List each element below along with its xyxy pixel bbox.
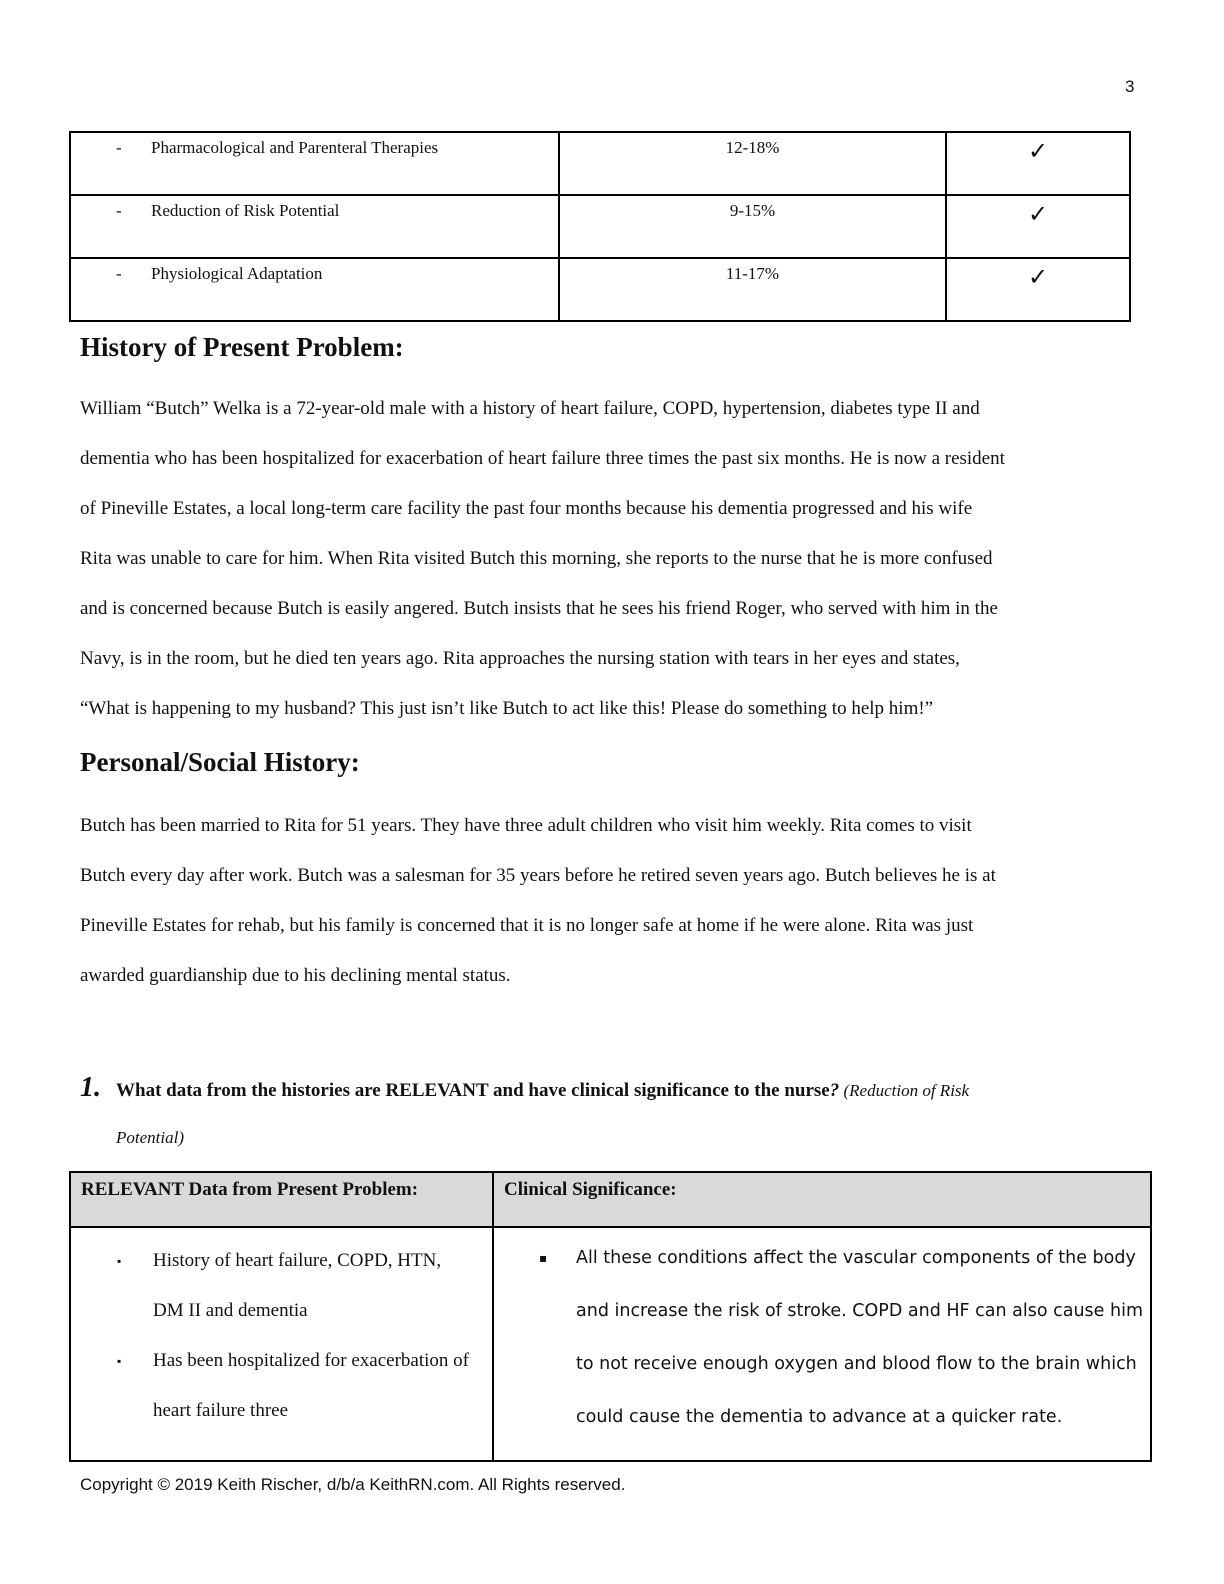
table-row [70,1227,1151,1461]
checkmark-icon: ✓ [1027,137,1049,165]
clinical-significance-list [539,1232,1156,1444]
topic-cell [70,258,559,321]
bullet-icon: ▪ [117,1354,122,1368]
check-cell [946,258,1130,321]
checkmark-icon: ✓ [1027,200,1049,228]
checkmark-icon: ✓ [1027,263,1049,291]
question-category-note: (Reduction of Risk [839,1081,970,1100]
question-1 [80,1072,1160,1147]
bullet-icon: ▪ [539,1251,548,1265]
list-item [117,1336,473,1436]
clinical-significance-header: Clinical Significance: [493,1172,1151,1227]
paragraph-line: awarded guardianship due to his declining mental status. [80,965,511,986]
table-row [70,195,1130,258]
question-text: What data from the histories are RELEVANT and have clinical significance to the nurse [116,1080,830,1101]
paragraph-line: Rita was unable to care for him. When Rita visited Butch this morning, she reports to the nurse that he is more confused [80,548,993,569]
paragraph-line: Navy, is in the room, but he died ten years ago. Rita approaches the nursing station with tears in her eyes and states, [80,648,960,669]
relevant-data-list [117,1236,473,1436]
paragraph-line: of Pineville Estates, a local long-term care facility the past four months because his dementia progressed and his wife [80,498,973,519]
personal-social-history-text [80,814,1150,1014]
question-category-note-continued: Potential) [116,1128,184,1147]
relevant-data-cell[interactable] [70,1227,493,1461]
question-number: 1. [80,1072,101,1103]
topic-label: Physiological Adaptation [151,264,323,283]
percent-cell: 12-18% [559,132,946,195]
dash-marker: - [116,138,122,157]
paragraph-line: Butch every day after work. Butch was a salesman for 35 years before he retired seven years ago. Butch believes he is at [80,865,996,886]
table-row [70,258,1130,321]
clinical-significance-cell[interactable] [493,1227,1151,1461]
check-cell [946,132,1130,195]
list-item-text: History of heart failure, COPD, HTN, DM II and dementia [153,1250,442,1321]
paragraph-line: and is concerned because Butch is easily angered. Butch insists that he sees his friend Roger, who served with him in the [80,598,998,619]
paragraph-line: Butch has been married to Rita for 51 years. They have three adult children who visit him weekly. Rita comes to visit [80,815,972,836]
paragraph-line: “What is happening to my husband? This just isn’t like Butch to act like this! Please do something to help him!” [80,698,934,719]
dash-marker: - [116,264,122,283]
personal-social-history-heading: Personal/Social History: [80,747,360,777]
list-item-text: All these conditions affect the vascular components of the body and increase the risk of stroke. COPD and HF can also cause him to not receive enough oxygen and blood flow to the brain which could cause the dementia to advance at a quicker rate. [576,1248,1144,1427]
paragraph-line: Pineville Estates for rehab, but his family is concerned that it is no longer safe at home if he were alone. Rita was just [80,915,974,936]
percent-cell: 11-17% [559,258,946,321]
history-present-problem-text [80,397,1150,747]
table-row [70,132,1130,195]
percent-cell: 9-15% [559,195,946,258]
paragraph-line: dementia who has been hospitalized for exacerbation of heart failure three times the past six months. He is now a resident [80,448,1005,469]
topic-label: Pharmacological and Parenteral Therapies [151,138,439,157]
history-present-problem-heading: History of Present Problem: [80,332,404,362]
copyright-footer: Copyright © 2019 Keith Rischer, d/b/a KeithRN.com. All Rights reserved. [80,1475,626,1494]
check-cell [946,195,1130,258]
topic-cell [70,195,559,258]
page-number: 3 [1125,77,1135,96]
relevant-data-header: RELEVANT Data from Present Problem: [70,1172,493,1227]
topic-label: Reduction of Risk Potential [151,201,340,220]
topic-cell [70,132,559,195]
list-item [539,1232,1156,1444]
bullet-icon: ▪ [117,1254,122,1268]
topics-table [69,131,1131,322]
dash-marker: - [116,201,122,220]
paragraph-line: William “Butch” Welka is a 72-year-old male with a history of heart failure, COPD, hypertension, diabetes type II and [80,398,980,419]
table-header-row [70,1172,1151,1227]
list-item [117,1236,473,1336]
question-mark: ? [829,1080,840,1101]
relevant-data-table [69,1171,1152,1462]
list-item-text: Has been hospitalized for exacerbation of heart failure three [153,1350,470,1421]
